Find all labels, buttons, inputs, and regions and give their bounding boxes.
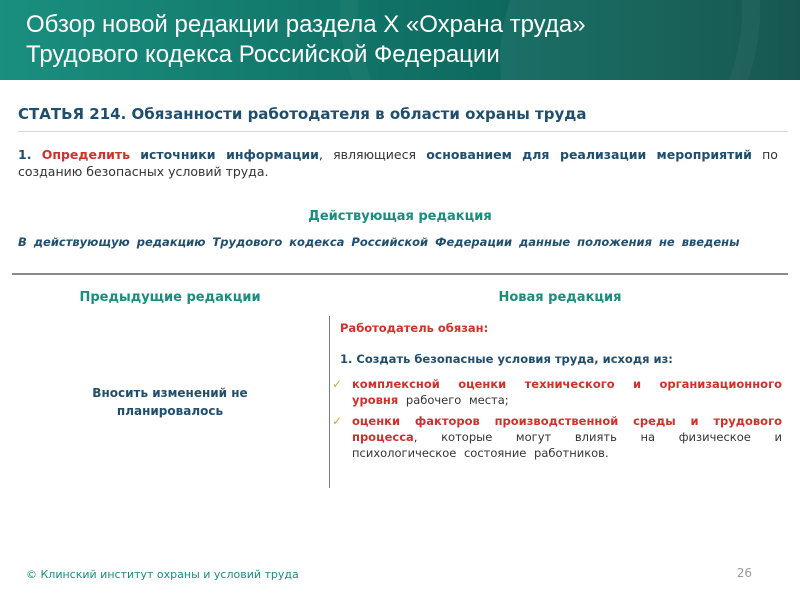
checkmark-icon: ✓: [332, 377, 343, 391]
article-title: СТАТЬЯ 214. Обязанности работодателя в области охраны труда: [18, 105, 587, 123]
point-number: 1.: [18, 147, 32, 162]
previous-editions-text: Вносить изменений не планировалось: [92, 386, 248, 418]
bullet-rest: , которые могут влиять на физическое и психологическое состояние работников.: [352, 430, 782, 460]
bullet-text: [352, 376, 782, 408]
new-edition-item-1: 1. Создать безопасные условия труда, исходя из:: [340, 352, 673, 366]
page-number: 26: [736, 566, 752, 580]
footer-copyright: © Клинский институт охраны и условий труда: [26, 568, 299, 581]
point-phrase: основанием: [426, 147, 512, 162]
header-banner: [0, 0, 800, 80]
point-phrase: по созданию безопасных условий труда.: [18, 147, 778, 179]
point-1: [18, 146, 778, 180]
checkmark-icon: ✓: [332, 414, 343, 428]
divider: [18, 131, 788, 132]
new-edition-heading: Новая редакция: [498, 290, 622, 305]
bullet-item: [332, 376, 782, 408]
current-edition-heading: Действующая редакция: [308, 209, 492, 224]
point-phrase: , являющиеся: [318, 147, 416, 162]
section-divider: [12, 273, 788, 275]
point-phrase: для реализации: [522, 147, 647, 162]
bullet-rest: рабочего места;: [398, 393, 509, 407]
bullet-text: [352, 413, 782, 461]
employer-obliged: Работодатель обязан:: [340, 321, 489, 335]
bullet-highlight: комплексной оценки технического и организационного уровня: [352, 377, 782, 407]
point-phrase: источники информации: [140, 147, 319, 162]
point-keyword: Определить: [41, 147, 131, 162]
slide-title: [26, 10, 766, 70]
bullet-highlight: оценки факторов производственной среды и трудового процесса: [352, 414, 782, 444]
column-divider: [329, 316, 330, 488]
slide-title-line1: Обзор новой редакции раздела Х «Охрана труда»: [26, 11, 586, 38]
bullet-item: [332, 413, 782, 461]
slide-title-line2: Трудового кодекса Российской Федерации: [26, 41, 500, 68]
point-phrase: мероприятий: [656, 147, 752, 162]
current-edition-text: В действующую редакцию Трудового кодекса Российской Федерации данные положения не введены: [18, 235, 740, 249]
previous-editions-heading: Предыдущие редакции: [79, 290, 261, 305]
